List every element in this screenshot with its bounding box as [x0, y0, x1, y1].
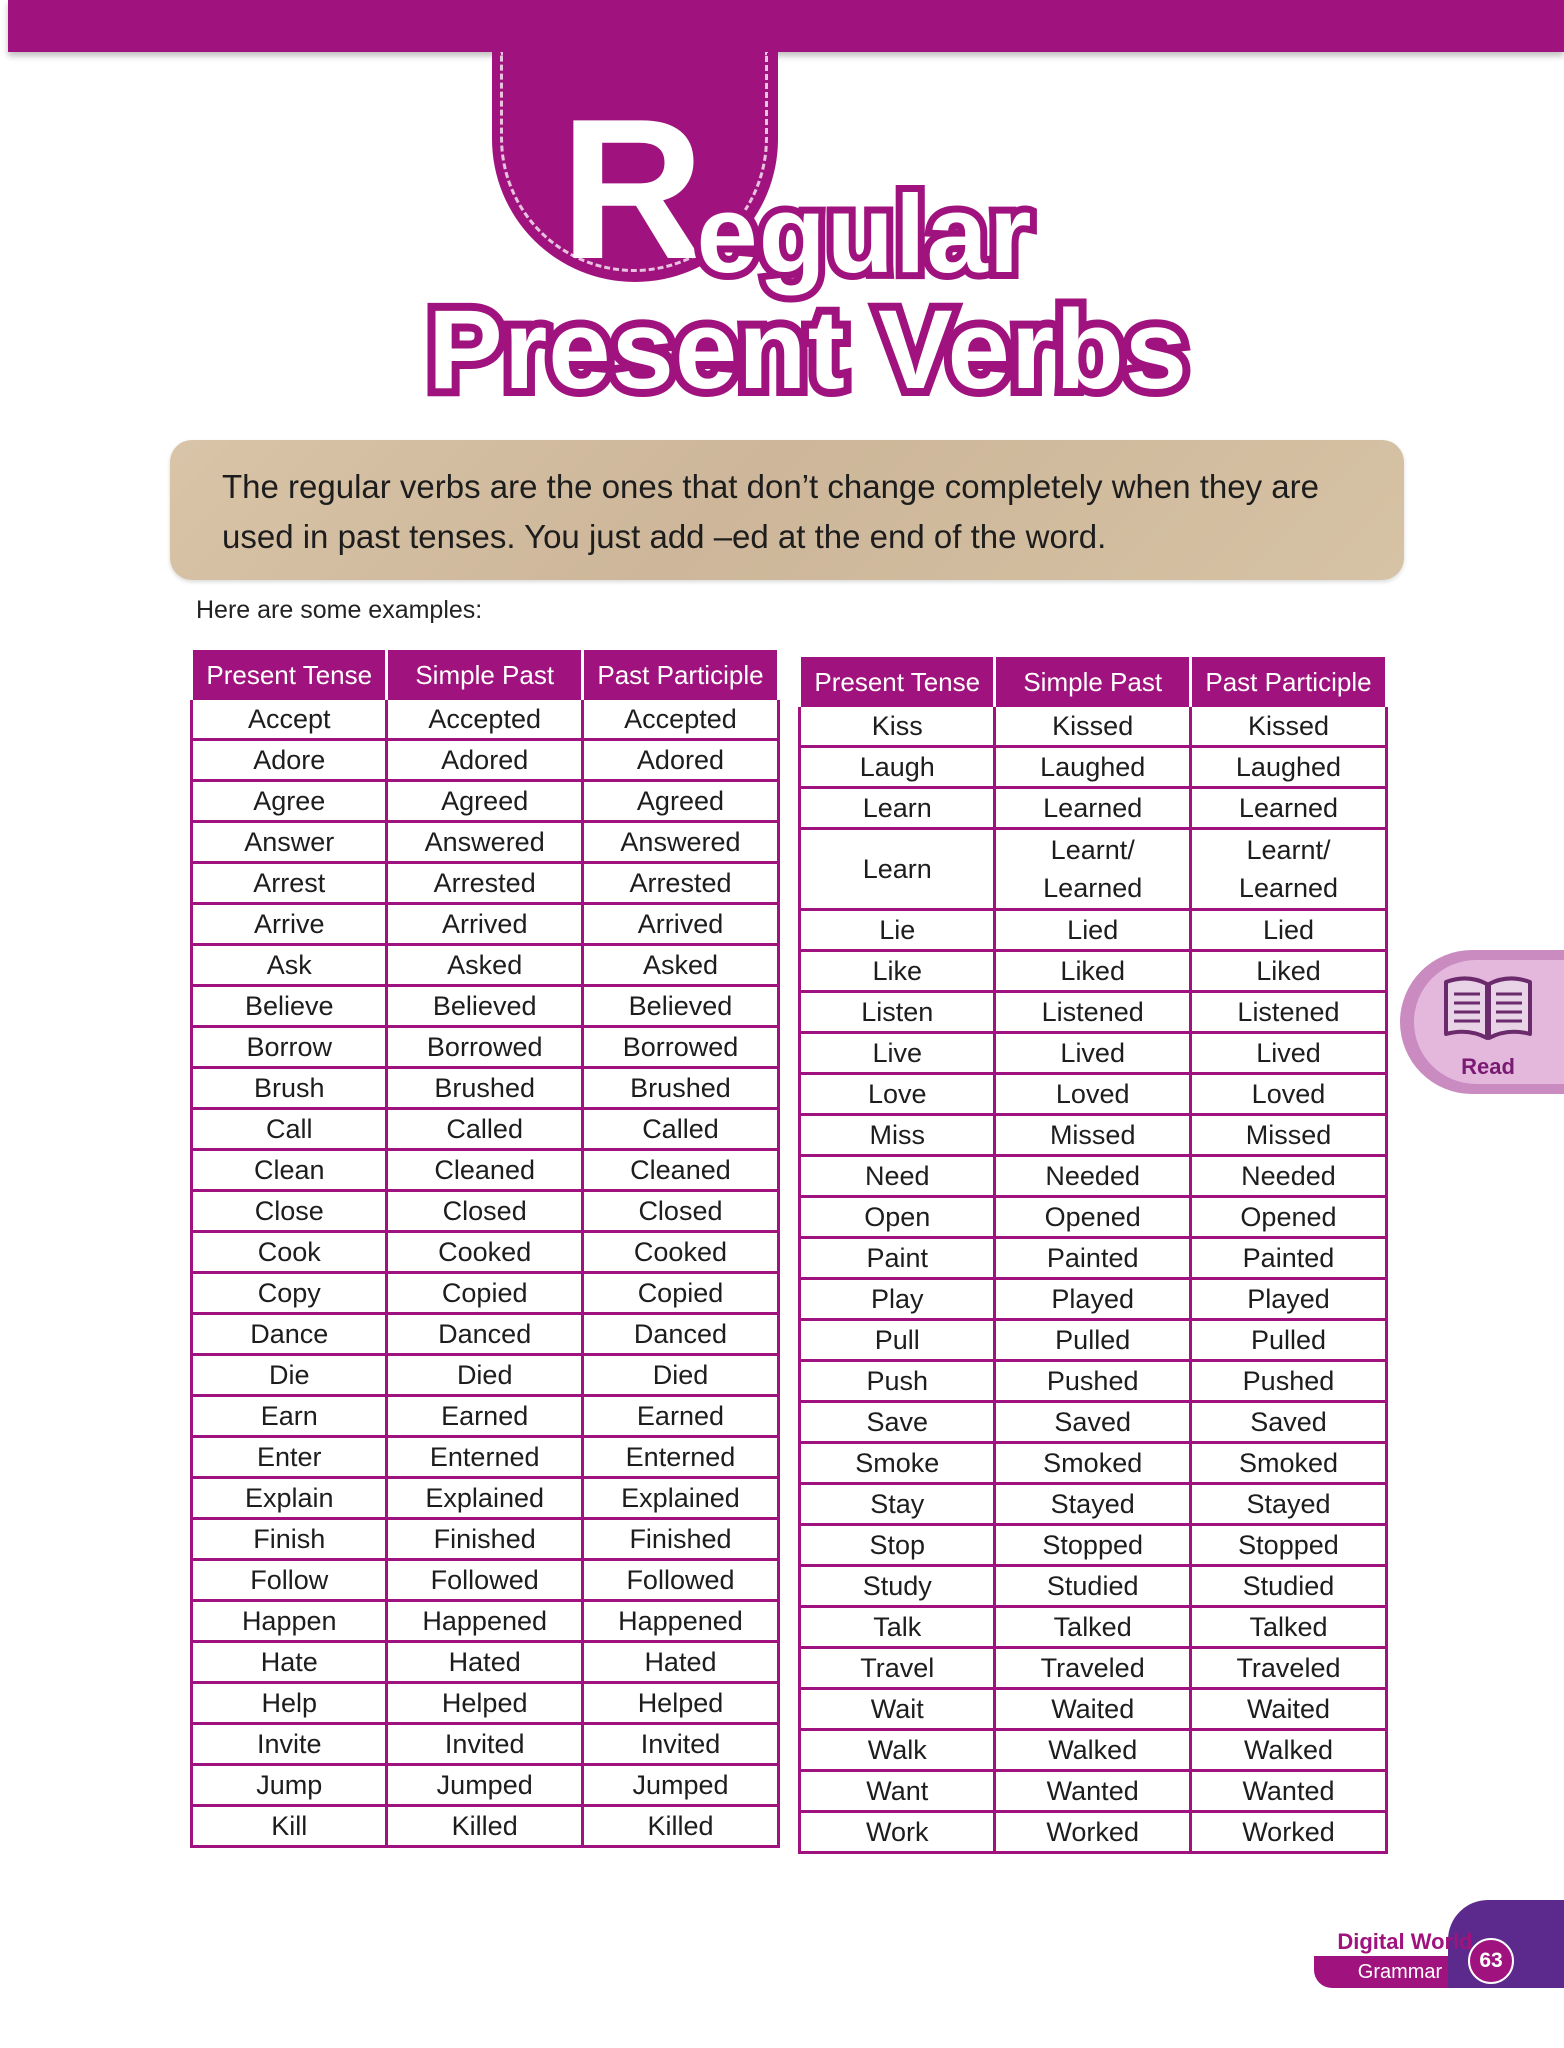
past-participle-cell: Worked: [1190, 1812, 1386, 1853]
present-tense-cell: Happen: [192, 1601, 387, 1642]
header-present-tense: Present Tense: [192, 652, 387, 699]
table-row: [800, 1197, 1387, 1238]
present-tense-cell: Die: [192, 1355, 387, 1396]
present-tense-cell: Answer: [192, 822, 387, 863]
simple-past-cell: Helped: [387, 1683, 582, 1724]
simple-past-cell: Jumped: [387, 1765, 582, 1806]
table-row: [192, 1642, 779, 1683]
table-row: [800, 1648, 1387, 1689]
past-participle-cell: Borrowed: [582, 1027, 778, 1068]
table-row: [192, 1109, 779, 1150]
present-tense-cell: Walk: [800, 1730, 995, 1771]
simple-past-cell: Happened: [387, 1601, 582, 1642]
simple-past-cell: Earned: [387, 1396, 582, 1437]
page-number: 63: [1468, 1938, 1514, 1984]
past-participle-cell: Wanted: [1190, 1771, 1386, 1812]
table-row: [800, 1812, 1387, 1853]
table-row: [800, 1730, 1387, 1771]
present-tense-cell: Cook: [192, 1232, 387, 1273]
simple-past-cell: Saved: [995, 1402, 1190, 1443]
present-tense-cell: Love: [800, 1074, 995, 1115]
simple-past-cell: Cooked: [387, 1232, 582, 1273]
table-row: [800, 951, 1387, 992]
past-participle-cell: Saved: [1190, 1402, 1386, 1443]
simple-past-cell: Learned: [995, 788, 1190, 829]
simple-past-cell: Played: [995, 1279, 1190, 1320]
simple-past-cell: Hated: [387, 1642, 582, 1683]
table-row: [192, 1519, 779, 1560]
table-row: [192, 863, 779, 904]
past-participle-cell: Killed: [582, 1806, 778, 1847]
present-tense-cell: Believe: [192, 986, 387, 1027]
table-row: [800, 1156, 1387, 1197]
present-tense-cell: Borrow: [192, 1027, 387, 1068]
table-row: [800, 829, 1387, 910]
present-tense-cell: Agree: [192, 781, 387, 822]
table-row: [192, 1314, 779, 1355]
present-tense-cell: Ask: [192, 945, 387, 986]
title-line-2: Present Verbs: [428, 287, 1189, 412]
table-row: [192, 1191, 779, 1232]
simple-past-cell: Cleaned: [387, 1150, 582, 1191]
present-tense-cell: Follow: [192, 1560, 387, 1601]
header-simple-past: Simple Past: [387, 652, 582, 699]
top-banner: [8, 0, 1564, 52]
table-row: [800, 1320, 1387, 1361]
past-participle-cell: Stayed: [1190, 1484, 1386, 1525]
past-participle-cell: Walked: [1190, 1730, 1386, 1771]
table-row: [192, 1806, 779, 1847]
header-present-tense: Present Tense: [800, 659, 995, 706]
simple-past-cell: Invited: [387, 1724, 582, 1765]
past-participle-cell: Smoked: [1190, 1443, 1386, 1484]
header-simple-past: Simple Past: [995, 659, 1190, 706]
present-tense-cell: Study: [800, 1566, 995, 1607]
table-row: [192, 1683, 779, 1724]
simple-past-cell: Studied: [995, 1566, 1190, 1607]
table-header-row: [800, 659, 1387, 706]
present-tense-cell: Live: [800, 1033, 995, 1074]
past-participle-cell: Arrived: [582, 904, 778, 945]
simple-past-cell: Opened: [995, 1197, 1190, 1238]
present-tense-cell: Miss: [800, 1115, 995, 1156]
simple-past-cell: Accepted: [387, 699, 582, 740]
present-tense-cell: Invite: [192, 1724, 387, 1765]
past-participle-cell: Cooked: [582, 1232, 778, 1273]
present-tense-cell: Clean: [192, 1150, 387, 1191]
past-participle-cell: Explained: [582, 1478, 778, 1519]
present-tense-cell: Adore: [192, 740, 387, 781]
present-tense-cell: Listen: [800, 992, 995, 1033]
past-participle-cell: Talked: [1190, 1607, 1386, 1648]
table-row: [800, 1525, 1387, 1566]
intro-text: The regular verbs are the ones that don’t change completely when they are used in past tenses. You just add –ed at the end of the word.: [222, 468, 1319, 555]
simple-past-cell: Borrowed: [387, 1027, 582, 1068]
simple-past-cell: Missed: [995, 1115, 1190, 1156]
past-participle-cell: Hated: [582, 1642, 778, 1683]
verbs-table-right: [798, 657, 1388, 1854]
table-row: [800, 1279, 1387, 1320]
table-row: [192, 1601, 779, 1642]
simple-past-cell: Agreed: [387, 781, 582, 822]
past-participle-cell: Needed: [1190, 1156, 1386, 1197]
title-line-1: [560, 78, 1033, 301]
past-participle-cell: Studied: [1190, 1566, 1386, 1607]
past-participle-cell: Listened: [1190, 992, 1386, 1033]
simple-past-cell: Learnt/ Learned: [995, 829, 1190, 910]
present-tense-cell: Kiss: [800, 706, 995, 747]
table-row: [192, 1724, 779, 1765]
past-participle-cell: Laughed: [1190, 747, 1386, 788]
past-participle-cell: Believed: [582, 986, 778, 1027]
table-row: [192, 1437, 779, 1478]
present-tense-cell: Enter: [192, 1437, 387, 1478]
table-row: [800, 1361, 1387, 1402]
past-participle-cell: Cleaned: [582, 1150, 778, 1191]
open-book-icon: [1440, 972, 1536, 1044]
simple-past-cell: Kissed: [995, 706, 1190, 747]
simple-past-cell: Killed: [387, 1806, 582, 1847]
table-row: [800, 1607, 1387, 1648]
past-participle-cell: Followed: [582, 1560, 778, 1601]
intro-box: [170, 440, 1404, 580]
present-tense-cell: Travel: [800, 1648, 995, 1689]
simple-past-cell: Pulled: [995, 1320, 1190, 1361]
table-row: [800, 1033, 1387, 1074]
simple-past-cell: Painted: [995, 1238, 1190, 1279]
past-participle-cell: Learned: [1190, 788, 1386, 829]
present-tense-cell: Learn: [800, 788, 995, 829]
past-participle-cell: Answered: [582, 822, 778, 863]
footer-subject: Grammar: [1357, 1961, 1443, 1983]
past-participle-cell: Finished: [582, 1519, 778, 1560]
table-row: [800, 788, 1387, 829]
past-participle-cell: Died: [582, 1355, 778, 1396]
simple-past-cell: Finished: [387, 1519, 582, 1560]
simple-past-cell: Danced: [387, 1314, 582, 1355]
present-tense-cell: Earn: [192, 1396, 387, 1437]
table-row: [800, 706, 1387, 747]
present-tense-cell: Need: [800, 1156, 995, 1197]
simple-past-cell: Loved: [995, 1074, 1190, 1115]
past-participle-cell: Traveled: [1190, 1648, 1386, 1689]
simple-past-cell: Listened: [995, 992, 1190, 1033]
present-tense-cell: Stay: [800, 1484, 995, 1525]
present-tense-cell: Paint: [800, 1238, 995, 1279]
past-participle-cell: Invited: [582, 1724, 778, 1765]
simple-past-cell: Pushed: [995, 1361, 1190, 1402]
past-participle-cell: Helped: [582, 1683, 778, 1724]
present-tense-cell: Accept: [192, 699, 387, 740]
header-past-participle: Past Participle: [1190, 659, 1386, 706]
past-participle-cell: Learnt/ Learned: [1190, 829, 1386, 910]
past-participle-cell: Liked: [1190, 951, 1386, 992]
table-row: [192, 1765, 779, 1806]
present-tense-cell: Wait: [800, 1689, 995, 1730]
simple-past-cell: Brushed: [387, 1068, 582, 1109]
present-tense-cell: Learn: [800, 829, 995, 910]
table-row: [192, 822, 779, 863]
table-row: [192, 1150, 779, 1191]
present-tense-cell: Brush: [192, 1068, 387, 1109]
past-participle-cell: Loved: [1190, 1074, 1386, 1115]
past-participle-cell: Copied: [582, 1273, 778, 1314]
present-tense-cell: Close: [192, 1191, 387, 1232]
present-tense-cell: Save: [800, 1402, 995, 1443]
present-tense-cell: Want: [800, 1771, 995, 1812]
past-participle-cell: Accepted: [582, 699, 778, 740]
table-row: [192, 740, 779, 781]
simple-past-cell: Asked: [387, 945, 582, 986]
present-tense-cell: Help: [192, 1683, 387, 1724]
past-participle-cell: Pulled: [1190, 1320, 1386, 1361]
simple-past-cell: Died: [387, 1355, 582, 1396]
past-participle-cell: Enterned: [582, 1437, 778, 1478]
simple-past-cell: Liked: [995, 951, 1190, 992]
present-tense-cell: Talk: [800, 1607, 995, 1648]
table-row: [192, 781, 779, 822]
simple-past-cell: Smoked: [995, 1443, 1190, 1484]
simple-past-cell: Called: [387, 1109, 582, 1150]
table-row: [800, 1402, 1387, 1443]
table-header-row: [192, 652, 779, 699]
past-participle-cell: Arrested: [582, 863, 778, 904]
table-row: [192, 1355, 779, 1396]
past-participle-cell: Adored: [582, 740, 778, 781]
table-row: [192, 1068, 779, 1109]
past-participle-cell: Agreed: [582, 781, 778, 822]
past-participle-cell: Brushed: [582, 1068, 778, 1109]
present-tense-cell: Copy: [192, 1273, 387, 1314]
present-tense-cell: Jump: [192, 1765, 387, 1806]
header-past-participle: Past Participle: [582, 652, 778, 699]
simple-past-cell: Walked: [995, 1730, 1190, 1771]
past-participle-cell: Asked: [582, 945, 778, 986]
simple-past-cell: Followed: [387, 1560, 582, 1601]
simple-past-cell: Copied: [387, 1273, 582, 1314]
examples-label: Here are some examples:: [196, 596, 483, 624]
present-tense-cell: Dance: [192, 1314, 387, 1355]
simple-past-cell: Arrested: [387, 863, 582, 904]
table-row: [192, 1232, 779, 1273]
footer-publication: Digital World: [1337, 1929, 1473, 1954]
simple-past-cell: Closed: [387, 1191, 582, 1232]
simple-past-cell: Arrived: [387, 904, 582, 945]
table-row: [800, 992, 1387, 1033]
table-row: [192, 699, 779, 740]
present-tense-cell: Hate: [192, 1642, 387, 1683]
table-row: [800, 1566, 1387, 1607]
simple-past-cell: Worked: [995, 1812, 1190, 1853]
simple-past-cell: Talked: [995, 1607, 1190, 1648]
table-row: [800, 1443, 1387, 1484]
table-row: [800, 1484, 1387, 1525]
table-row: [192, 1478, 779, 1519]
table-row: [800, 1689, 1387, 1730]
verbs-table-left: [190, 650, 780, 1848]
table-row: [192, 1027, 779, 1068]
table-row: [192, 1560, 779, 1601]
past-participle-cell: Painted: [1190, 1238, 1386, 1279]
past-participle-cell: Played: [1190, 1279, 1386, 1320]
present-tense-cell: Play: [800, 1279, 995, 1320]
simple-past-cell: Waited: [995, 1689, 1190, 1730]
past-participle-cell: Missed: [1190, 1115, 1386, 1156]
present-tense-cell: Arrest: [192, 863, 387, 904]
simple-past-cell: Adored: [387, 740, 582, 781]
past-participle-cell: Jumped: [582, 1765, 778, 1806]
table-row: [800, 1238, 1387, 1279]
past-participle-cell: Kissed: [1190, 706, 1386, 747]
past-participle-cell: Earned: [582, 1396, 778, 1437]
past-participle-cell: Closed: [582, 1191, 778, 1232]
simple-past-cell: Needed: [995, 1156, 1190, 1197]
present-tense-cell: Stop: [800, 1525, 995, 1566]
simple-past-cell: Answered: [387, 822, 582, 863]
table-row: [800, 1771, 1387, 1812]
table-row: [192, 1396, 779, 1437]
present-tense-cell: Arrive: [192, 904, 387, 945]
present-tense-cell: Laugh: [800, 747, 995, 788]
read-label: Read: [1461, 1054, 1515, 1079]
past-participle-cell: Called: [582, 1109, 778, 1150]
simple-past-cell: Stayed: [995, 1484, 1190, 1525]
present-tense-cell: Push: [800, 1361, 995, 1402]
simple-past-cell: Believed: [387, 986, 582, 1027]
simple-past-cell: Traveled: [995, 1648, 1190, 1689]
present-tense-cell: Pull: [800, 1320, 995, 1361]
present-tense-cell: Open: [800, 1197, 995, 1238]
simple-past-cell: Laughed: [995, 747, 1190, 788]
present-tense-cell: Lie: [800, 910, 995, 951]
past-participle-cell: Lied: [1190, 910, 1386, 951]
past-participle-cell: Happened: [582, 1601, 778, 1642]
present-tense-cell: Finish: [192, 1519, 387, 1560]
table-row: [192, 904, 779, 945]
table-row: [800, 910, 1387, 951]
past-participle-cell: Stopped: [1190, 1525, 1386, 1566]
present-tense-cell: Smoke: [800, 1443, 995, 1484]
present-tense-cell: Kill: [192, 1806, 387, 1847]
present-tense-cell: Like: [800, 951, 995, 992]
simple-past-cell: Explained: [387, 1478, 582, 1519]
present-tense-cell: Call: [192, 1109, 387, 1150]
table-row: [800, 1074, 1387, 1115]
table-row: [800, 747, 1387, 788]
past-participle-cell: Lived: [1190, 1033, 1386, 1074]
table-row: [192, 986, 779, 1027]
table-row: [192, 1273, 779, 1314]
title-initial-letter: R: [560, 78, 705, 301]
simple-past-cell: Lied: [995, 910, 1190, 951]
simple-past-cell: Enterned: [387, 1437, 582, 1478]
present-tense-cell: Work: [800, 1812, 995, 1853]
present-tense-cell: Explain: [192, 1478, 387, 1519]
table-row: [800, 1115, 1387, 1156]
past-participle-cell: Waited: [1190, 1689, 1386, 1730]
simple-past-cell: Stopped: [995, 1525, 1190, 1566]
past-participle-cell: Pushed: [1190, 1361, 1386, 1402]
title-line-1-rest: egular: [696, 173, 1033, 296]
simple-past-cell: Lived: [995, 1033, 1190, 1074]
simple-past-cell: Wanted: [995, 1771, 1190, 1812]
past-participle-cell: Danced: [582, 1314, 778, 1355]
table-row: [192, 945, 779, 986]
past-participle-cell: Opened: [1190, 1197, 1386, 1238]
